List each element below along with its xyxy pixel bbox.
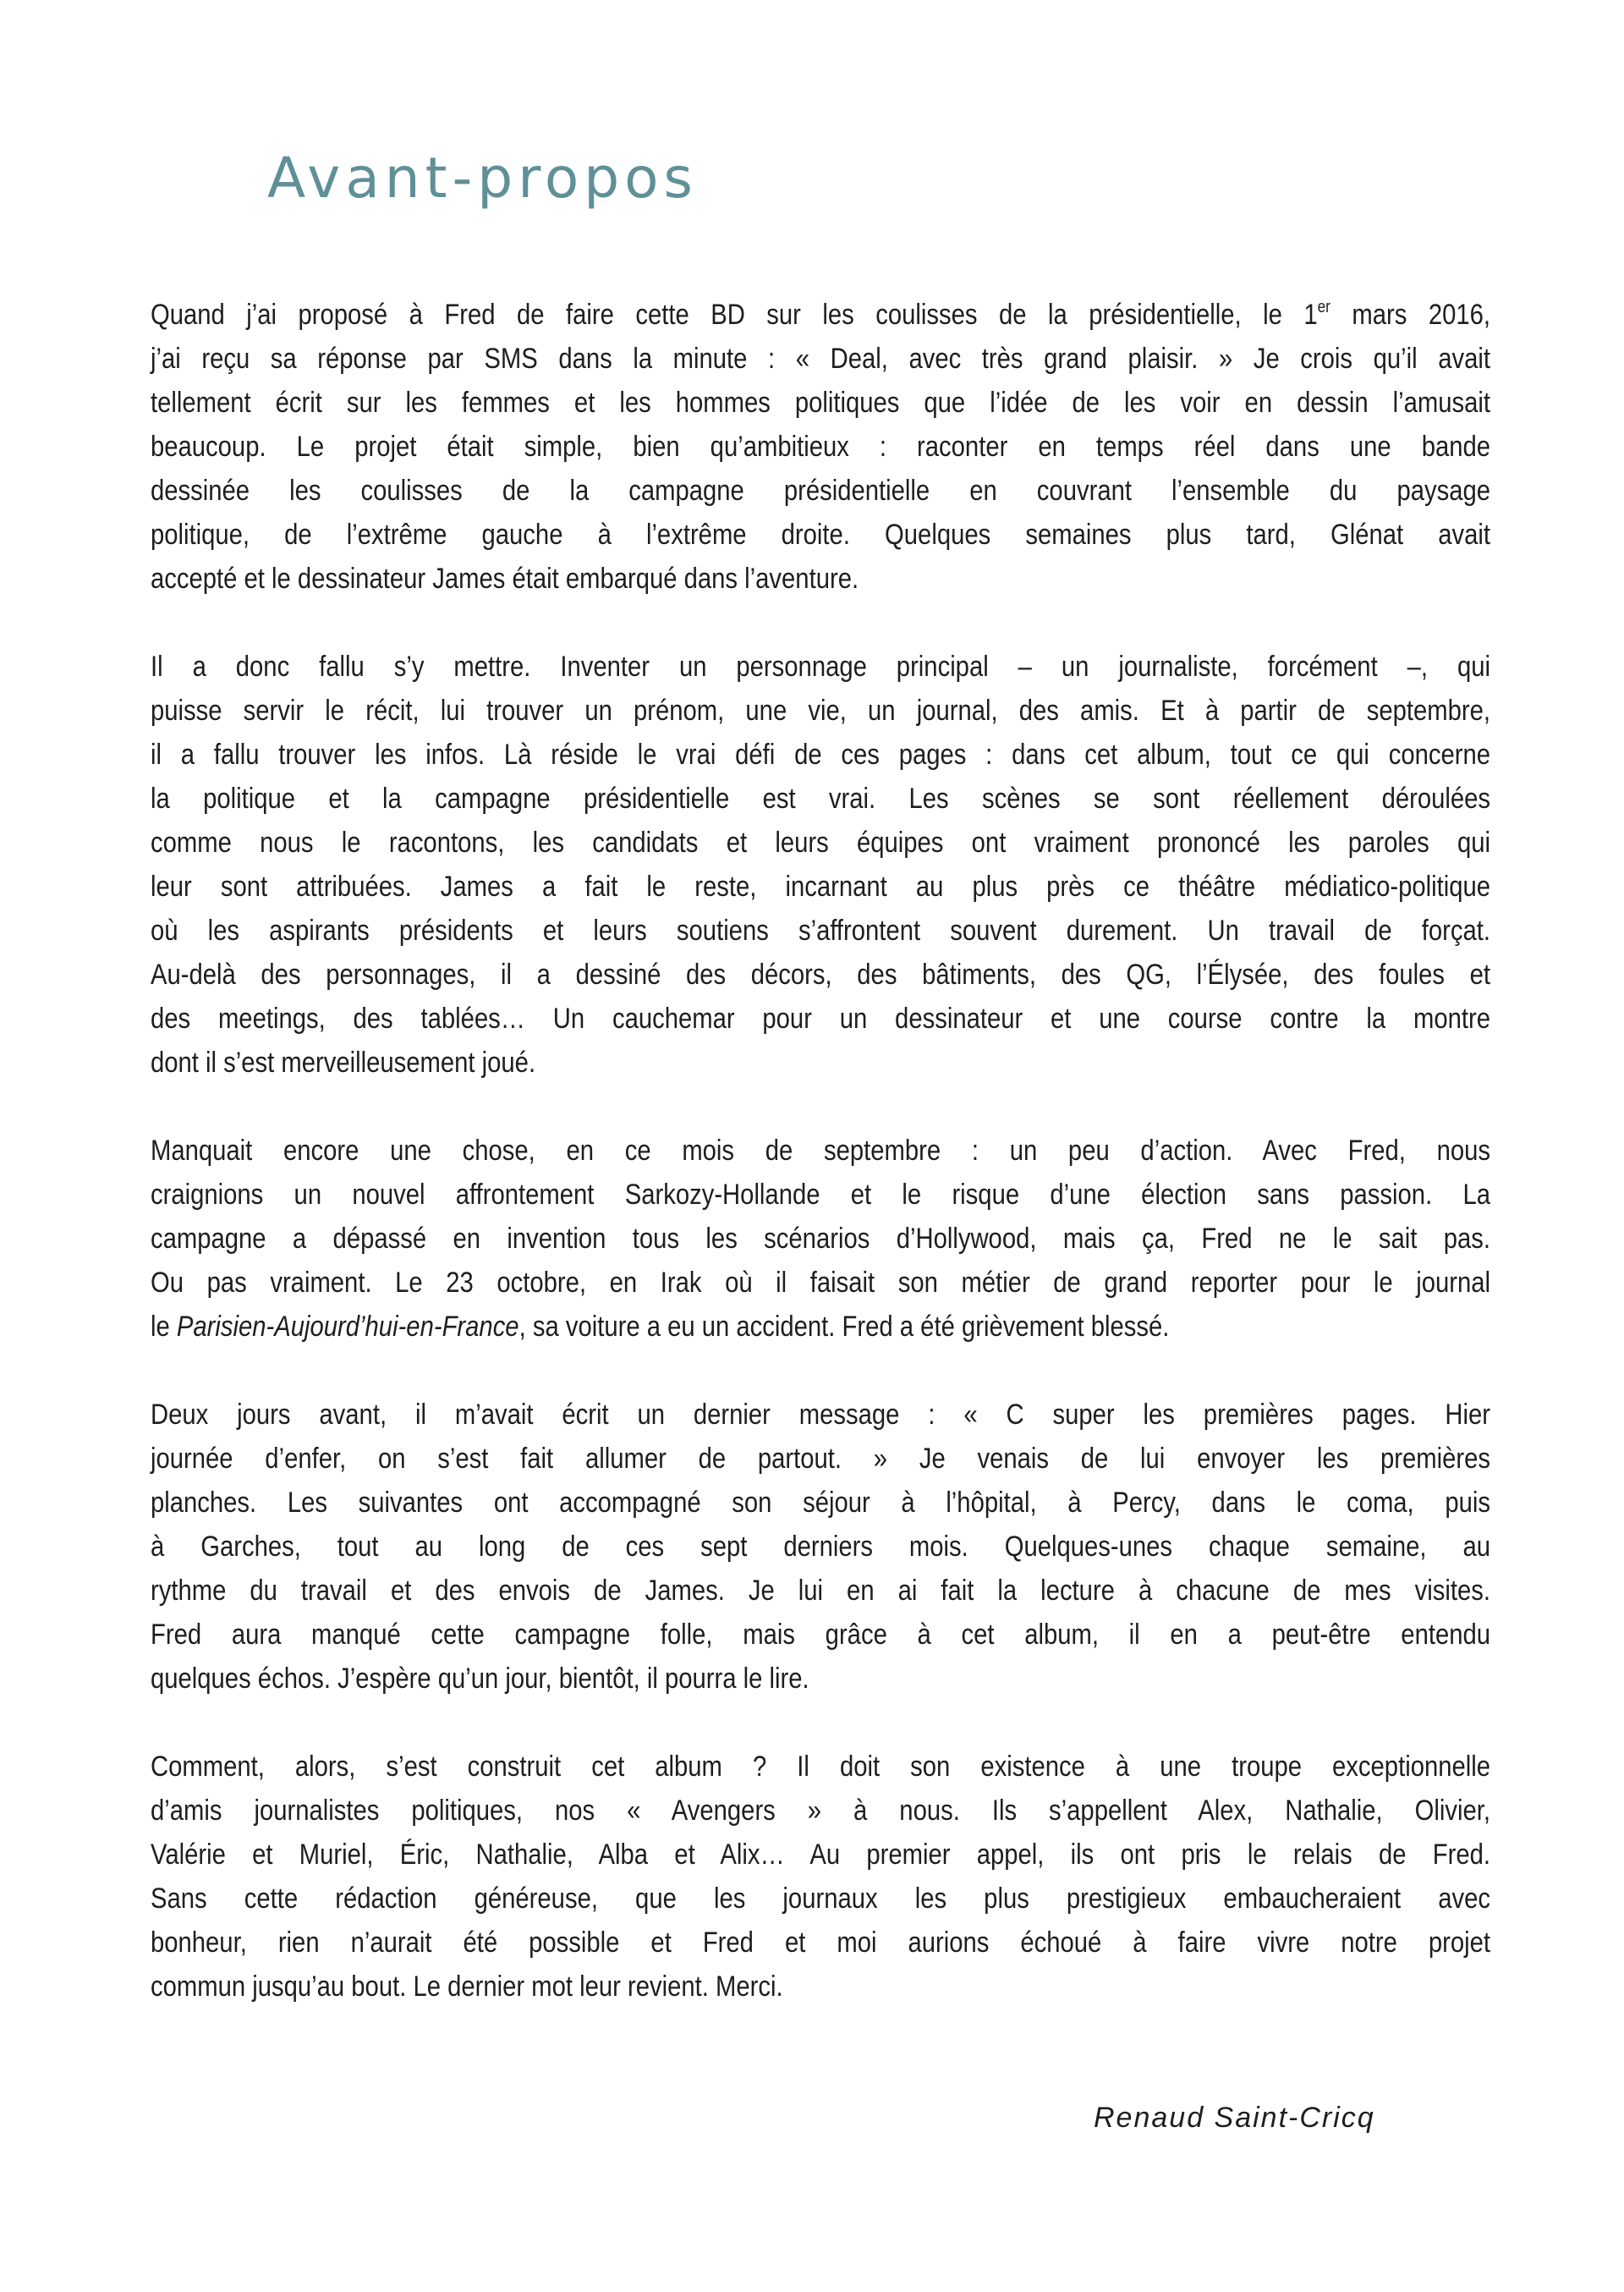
text-line: Au-delà des personnages, il a dessiné des décors, des bâtiments, des QG, l’Élysée, des foules et	[151, 959, 1490, 991]
text-line: des meetings, des tablées… Un cauchemar pour un dessinateur et une course contre la montre	[151, 1003, 1490, 1035]
paragraph-2	[151, 645, 1490, 1085]
text-line: accepté et le dessinateur James était embarqué dans l’aventure.	[151, 563, 859, 595]
text-line: leur sont attribuées. James a fait le reste, incarnant au plus près ce théâtre médiatico-politique	[151, 871, 1490, 903]
text-line: Comment, alors, s’est construit cet album ? Il doit son existence à une troupe exceptionnelle	[151, 1751, 1490, 1783]
superscript: er	[1317, 298, 1330, 316]
text-line: Quand j’ai proposé à Fred de faire cette BD sur les coulisses de la présidentielle, le 1er mars 2016,	[151, 298, 1491, 331]
text-line: dessinée les coulisses de la campagne présidentielle en couvrant l’ensemble du paysage	[151, 475, 1490, 507]
text-line: quelques échos. J’espère qu’un jour, bientôt, il pourra le lire.	[151, 1663, 809, 1695]
text-line: commun jusqu’au bout. Le dernier mot leur revient. Merci.	[151, 1970, 783, 2003]
text-line: d’amis journalistes politiques, nos « Avengers » à nous. Ils s’appellent Alex, Nathalie, Olivier,	[151, 1795, 1490, 1827]
text-line: craignions un nouvel affrontement Sarkozy-Hollande et le risque d’une élection sans passion. La	[151, 1179, 1490, 1211]
text-line: comme nous le racontons, les candidats et leurs équipes ont vraiment prononcé les paroles qui	[151, 827, 1490, 859]
paragraph-5	[151, 1745, 1490, 2009]
text-line: journée d’enfer, on s’est fait allumer de partout. » Je venais de lui envoyer les premières	[151, 1443, 1490, 1475]
text-line: campagne a dépassé en invention tous les scénarios d’Hollywood, mais ça, Fred ne le sait pas.	[151, 1223, 1490, 1255]
text-line: Fred aura manqué cette campagne folle, mais grâce à cet album, il en a peut-être entendu	[151, 1619, 1491, 1651]
text-line: j’ai reçu sa réponse par SMS dans la minute : « Deal, avec très grand plaisir. » Je crois qu’il avait	[151, 343, 1490, 375]
text-line: où les aspirants présidents et leurs soutiens s’affrontent souvent durement. Un travail de forçat.	[151, 915, 1490, 947]
text-line: Deux jours avant, il m’avait écrit un dernier message : « C super les premières pages. Hier	[151, 1399, 1490, 1431]
paragraph-4	[151, 1393, 1490, 1701]
text-line: le Parisien-Aujourd’hui-en-France, sa voiture a eu un accident. Fred a été grièvement blessé.	[151, 1311, 1170, 1343]
text-line: il a fallu trouver les infos. Là réside le vrai défi de ces pages : dans cet album, tout ce qui concerne	[151, 739, 1490, 771]
author-signature: Renaud Saint-Cricq	[1094, 2102, 1375, 2134]
text-line: bonheur, rien n’aurait été possible et Fred et moi aurions échoué à faire vivre notre projet	[151, 1926, 1490, 1959]
text-line: Il a donc fallu s’y mettre. Inventer un personnage principal – un journaliste, forcément –, qui	[151, 651, 1490, 683]
text-line: planches. Les suivantes ont accompagné son séjour à l’hôpital, à Percy, dans le coma, puis	[151, 1487, 1490, 1519]
paragraph-3	[151, 1129, 1490, 1349]
page-title: Avant-propos	[267, 146, 698, 211]
text-line: Sans cette rédaction généreuse, que les journaux les plus prestigieux embaucheraient avec	[151, 1883, 1490, 1915]
text-line: la politique et la campagne présidentielle est vrai. Les scènes se sont réellement déroulées	[151, 783, 1490, 815]
text-line: tellement écrit sur les femmes et les hommes politiques que l’idée de les voir en dessin l’amusait	[151, 387, 1490, 419]
body-text	[151, 293, 1490, 2053]
paragraph-1	[151, 293, 1490, 601]
text-line: Valérie et Muriel, Éric, Nathalie, Alba et Alix… Au premier appel, ils ont pris le relais de Fred.	[151, 1839, 1490, 1871]
text-line: Ou pas vraiment. Le 23 octobre, en Irak où il faisait son métier de grand reporter pour le journal	[151, 1267, 1490, 1299]
text-line: puisse servir le récit, lui trouver un prénom, une vie, un journal, des amis. Et à partir de septembre,	[151, 695, 1490, 727]
text-line: politique, de l’extrême gauche à l’extrême droite. Quelques semaines plus tard, Glénat avait	[151, 519, 1490, 551]
text-line: dont il s’est merveilleusement joué.	[151, 1047, 536, 1079]
text-line: Manquait encore une chose, en ce mois de septembre : un peu d’action. Avec Fred, nous	[151, 1135, 1490, 1167]
text-line: beaucoup. Le projet était simple, bien qu’ambitieux : raconter en temps réel dans une bande	[151, 431, 1490, 463]
italic-title: Parisien-Aujourd’hui-en-France	[176, 1311, 519, 1343]
text-line: à Garches, tout au long de ces sept derniers mois. Quelques-unes chaque semaine, au	[151, 1531, 1490, 1563]
text-line: rythme du travail et des envois de James. Je lui en ai fait la lecture à chacune de mes visites.	[151, 1575, 1490, 1607]
